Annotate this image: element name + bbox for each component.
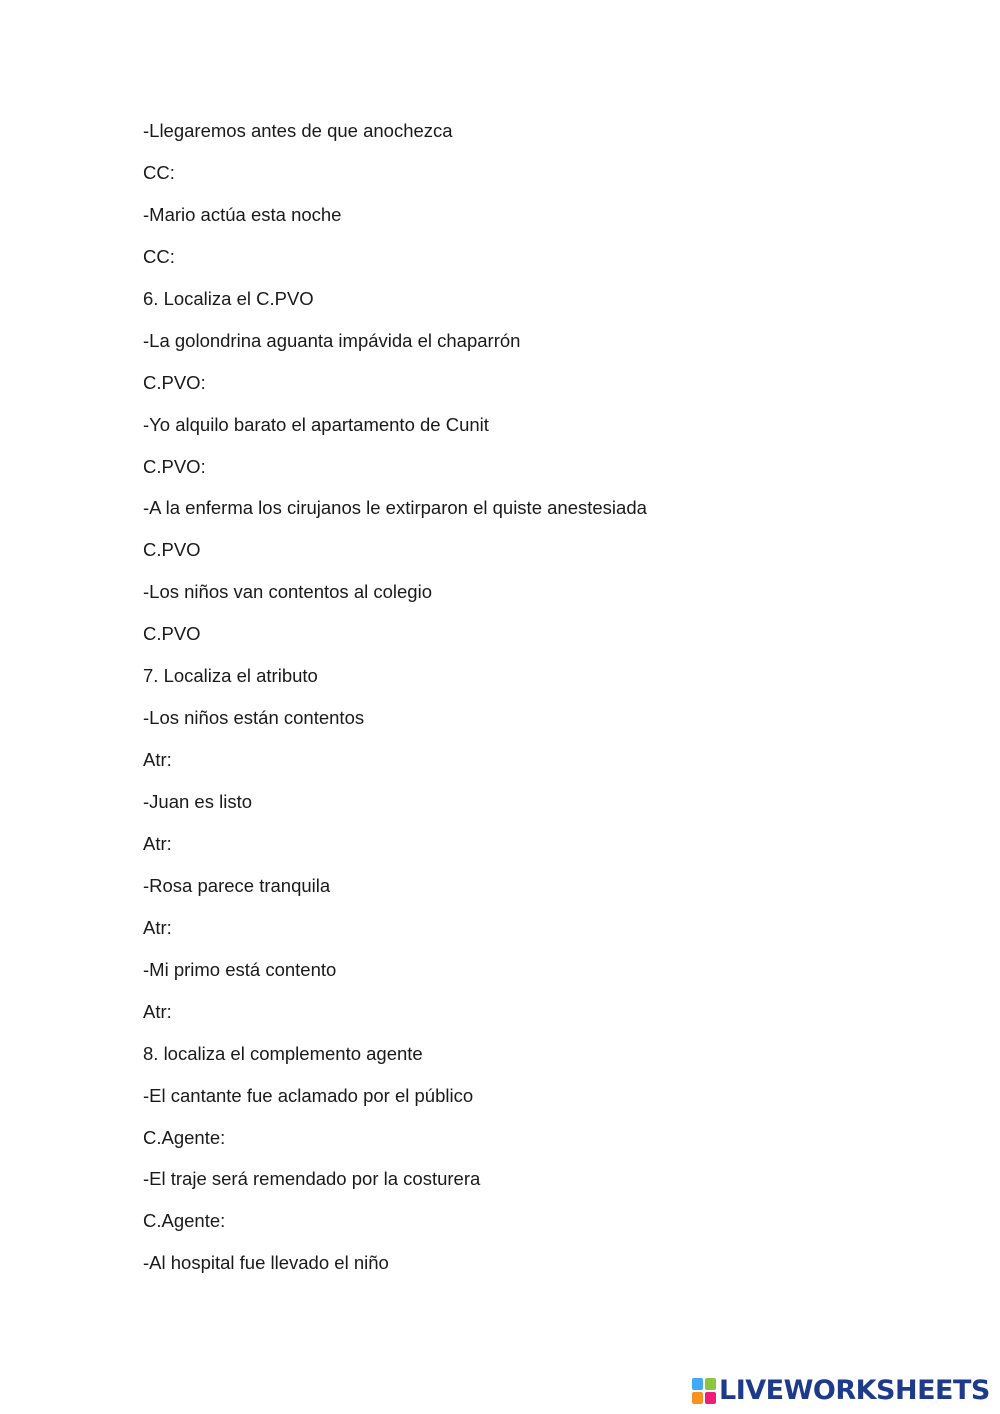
worksheet-lines (143, 118, 923, 1292)
worksheet-line: -Mario actúa esta noche (143, 203, 342, 225)
worksheet-line: -A la enferma los cirujanos le extirparon el quiste anestesiada (143, 497, 647, 519)
worksheet-line: 7. Localiza el atributo (143, 665, 318, 687)
brand-name: LIVEWORKSHEETS (719, 1375, 990, 1406)
worksheet-line: CC: (143, 161, 175, 183)
worksheet-line: C.PVO (143, 539, 201, 561)
worksheet-line: -Mi primo está contento (143, 958, 337, 980)
worksheet-line: Atr: (143, 832, 172, 854)
worksheet-line: -Al hospital fue llevado el niño (143, 1252, 389, 1274)
worksheet-line: -Llegaremos antes de que anochezca (143, 120, 453, 141)
liveworksheets-logo-icon (692, 1378, 716, 1404)
worksheet-line: C.PVO: (143, 455, 206, 477)
worksheet-line: Atr: (143, 916, 172, 938)
worksheet-line: 6. Localiza el C.PVO (143, 287, 314, 309)
worksheet-line: Atr: (143, 749, 172, 771)
worksheet-line: -El traje será remendado por la costurera (143, 1168, 481, 1190)
worksheet-line: -Yo alquilo barato el apartamento de Cunit (143, 413, 489, 435)
worksheet-line: CC: (143, 245, 175, 267)
worksheet-line: C.PVO (143, 623, 201, 645)
worksheet-line: 8. localiza el complemento agente (143, 1042, 423, 1064)
worksheet-line: Atr: (143, 1000, 172, 1022)
worksheet-line: -El cantante fue aclamado por el público (143, 1084, 474, 1106)
worksheet-line: C.Agente: (143, 1210, 226, 1232)
worksheet-line: -Los niños van contentos al colegio (143, 581, 432, 603)
worksheet-line: -Rosa parece tranquila (143, 874, 331, 896)
liveworksheets-brand[interactable] (692, 1374, 990, 1408)
worksheet-line: C.Agente: (143, 1126, 226, 1148)
worksheet-line: -Juan es listo (143, 791, 252, 812)
worksheet-line: -La golondrina aguanta impávida el chaparrón (143, 329, 521, 351)
worksheet-line: C.PVO: (143, 371, 206, 393)
worksheet-line: -Los niños están contentos (143, 707, 365, 729)
